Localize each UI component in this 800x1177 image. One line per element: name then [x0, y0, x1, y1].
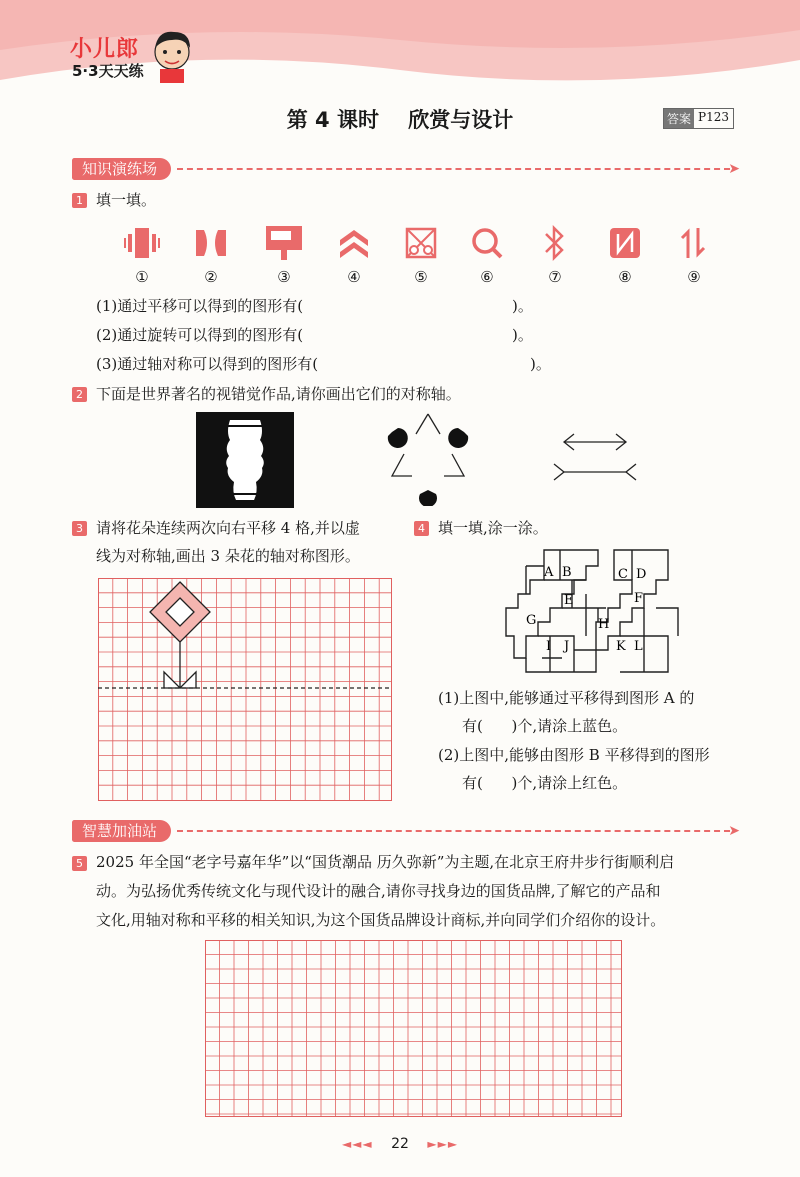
q5-line-2: 动。为弘扬优秀传统文化与现代设计的融合,请你寻找身边的国货品牌,了解它的产品和 [96, 882, 661, 900]
tile-label-a: A [544, 565, 554, 580]
logo-design-grid[interactable] [205, 940, 623, 1118]
board-icon [264, 224, 304, 262]
q1-prompt: 填一填。 [96, 191, 157, 209]
q4-line-1: (1)上图中,能够通过平移得到图形 A 的 [438, 689, 695, 707]
q2-prompt: 下面是世界著名的视错觉作品,请你画出它们的对称轴。 [96, 385, 461, 403]
flower-grid[interactable] [98, 578, 392, 804]
box-x-icon [404, 226, 438, 260]
logo-title: 小儿郎 [70, 37, 140, 62]
tile-label-f: F [634, 591, 644, 606]
tile-label-e: E [564, 593, 574, 608]
symbol-number-3: ③ [277, 268, 291, 286]
mascot-icon [150, 28, 194, 84]
q5-line-3: 文化,用轴对称和平移的相关知识,为这个国货品牌设计商标,并向同学们介绍你的设计。 [96, 911, 666, 929]
q3-line-2: 线为对称轴,画出 3 朵花的轴对称图形。 [96, 547, 360, 565]
page-footer [0, 1136, 800, 1152]
page-number: 22 [391, 1136, 409, 1152]
q4-prompt: 填一填,涂一涂。 [438, 519, 548, 537]
muller-lyer-illusion [552, 428, 638, 490]
tile-label-d: D [636, 567, 647, 582]
section-banner-wisdom [72, 820, 740, 842]
banner-arrow-icon: ➤ [728, 823, 740, 839]
footer-left-arrows-icon: ◄◄◄ [341, 1137, 373, 1151]
bluetooth-icon [540, 224, 570, 262]
nfc-icon [608, 226, 642, 260]
question-number-1: 1 [72, 193, 87, 208]
tile-label-i: I [546, 639, 552, 654]
double-chevron-icon [338, 226, 370, 260]
tessellation-figure[interactable] [502, 546, 682, 676]
question-number-5: 5 [72, 856, 87, 871]
question-number-2: 2 [72, 387, 87, 402]
kanizsa-triangle-illusion [376, 410, 480, 506]
q4-line-3: (2)上图中,能够由图形 B 平移得到的图形 [438, 746, 710, 764]
logo-subtitle: 5·3天天练 [72, 62, 144, 80]
q1-line-3-end: )。 [530, 355, 551, 373]
symbol-number-5: ⑤ [414, 268, 428, 286]
answer-key-page: P123 [698, 110, 729, 124]
section-title-practice: 知识演练场 [72, 158, 171, 180]
tile-label-g: G [526, 613, 537, 628]
q3-line-1: 请将花朵连续两次向右平移 4 格,并以虚 [96, 519, 360, 537]
q1-line-1-end: )。 [512, 297, 533, 315]
symbol-number-7: ⑦ [548, 268, 562, 286]
answer-key-label: 答案 [664, 109, 694, 128]
q1-line-2-end: )。 [512, 326, 533, 344]
banner-dashed-line [177, 830, 730, 832]
symbol-number-4: ④ [347, 268, 361, 286]
symbol-number-1: ① [135, 268, 149, 286]
symbol-number-9: ⑨ [687, 268, 701, 286]
banner-arrow-icon: ➤ [728, 161, 740, 177]
tile-label-j: J [564, 639, 570, 654]
tile-label-k: K [616, 639, 626, 654]
q1-line-2: (2)通过旋转可以得到的图形有( [96, 326, 304, 344]
banner-dashed-line [177, 168, 730, 170]
symbol-number-6: ⑥ [480, 268, 494, 286]
cinema-strip-icon [124, 226, 160, 260]
section-title-wisdom: 智慧加油站 [72, 820, 171, 842]
swap-arrows-icon [678, 226, 710, 260]
symbol-number-2: ② [204, 268, 218, 286]
footer-right-arrows-icon: ►►► [427, 1137, 459, 1151]
q4-line-2: 有( )个,请涂上蓝色。 [462, 717, 628, 735]
symbol-number-8: ⑧ [618, 268, 632, 286]
answer-key-tag[interactable] [663, 108, 734, 129]
question-number-4: 4 [414, 521, 429, 536]
tile-label-b: B [562, 565, 572, 580]
vase-faces-illusion [196, 412, 294, 508]
tile-label-c: C [618, 567, 628, 582]
q4-line-4: 有( )个,请涂上红色。 [462, 774, 628, 792]
section-banner-practice [72, 158, 740, 180]
magnifier-icon [470, 226, 504, 260]
q1-line-3: (3)通过轴对称可以得到的图形有( [96, 355, 319, 373]
q1-line-1: (1)通过平移可以得到的图形有( [96, 297, 304, 315]
lesson-title: 第 4 课时 欣赏与设计 [286, 108, 514, 132]
q5-line-1: 2025 年全国“老字号嘉年华”以“国货潮品 历久弥新”为主题,在北京王府井步行街顺利启 [96, 853, 675, 871]
tile-label-l: L [634, 639, 643, 654]
bow-icon [194, 228, 228, 258]
tile-label-h: H [598, 617, 610, 632]
question-number-3: 3 [72, 521, 87, 536]
